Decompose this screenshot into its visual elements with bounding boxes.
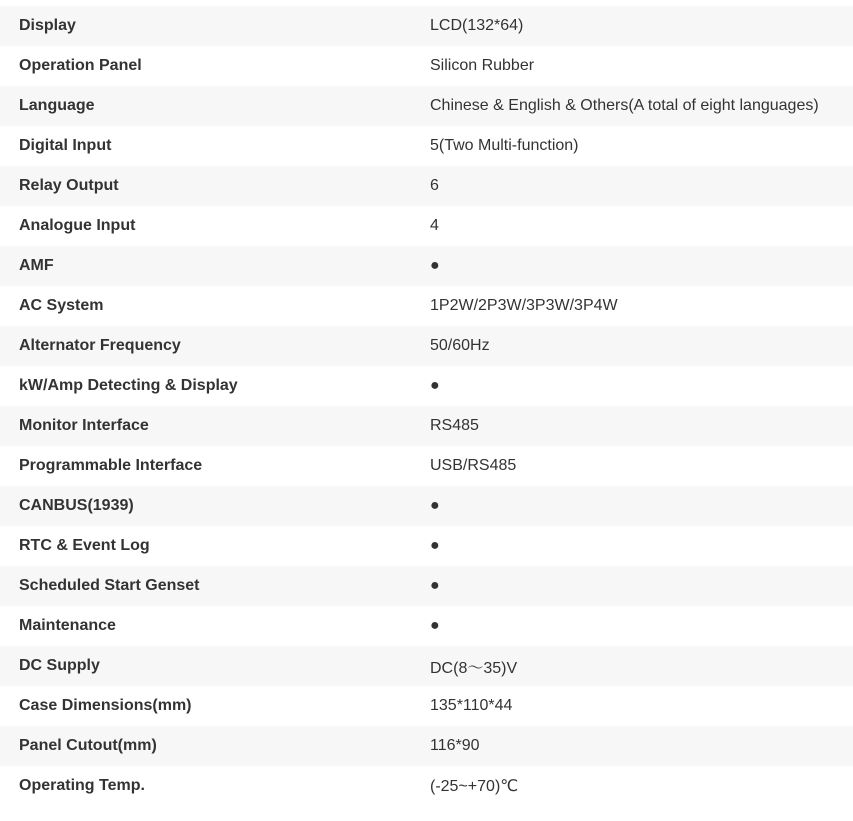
spec-row-amf <box>0 246 853 286</box>
spec-label: Relay Output <box>0 166 430 206</box>
spec-row-scheduled-start <box>0 566 853 606</box>
spec-label: Scheduled Start Genset <box>0 566 430 606</box>
spec-value: ● <box>430 366 853 406</box>
spec-label: Alternator Frequency <box>0 326 430 366</box>
spec-value: Chinese & English & Others(A total of eight languages) <box>430 86 853 126</box>
spec-label: Case Dimensions(mm) <box>0 686 430 726</box>
spec-label: AMF <box>0 246 430 286</box>
spec-label: Monitor Interface <box>0 406 430 446</box>
spec-row-canbus <box>0 486 853 526</box>
spec-value: 5(Two Multi-function) <box>430 126 853 166</box>
spec-row-operation-panel <box>0 46 853 86</box>
spec-label: RTC & Event Log <box>0 526 430 566</box>
spec-value: Silicon Rubber <box>430 46 853 86</box>
spec-row-panel-cutout <box>0 726 853 766</box>
spec-row-monitor-interface <box>0 406 853 446</box>
spec-value: 4 <box>430 206 853 246</box>
spec-label: Panel Cutout(mm) <box>0 726 430 766</box>
spec-value: RS485 <box>430 406 853 446</box>
spec-row-ac-system <box>0 286 853 326</box>
specifications-table-body <box>0 6 853 806</box>
spec-label: DC Supply <box>0 646 430 686</box>
spec-label: Analogue Input <box>0 206 430 246</box>
spec-value: 1P2W/2P3W/3P3W/3P4W <box>430 286 853 326</box>
spec-value: LCD(132*64) <box>430 6 853 46</box>
spec-row-operating-temp <box>0 766 853 806</box>
spec-row-display <box>0 6 853 46</box>
spec-row-language <box>0 86 853 126</box>
spec-row-case-dimensions <box>0 686 853 726</box>
spec-label: Operation Panel <box>0 46 430 86</box>
spec-row-digital-input <box>0 126 853 166</box>
spec-value: USB/RS485 <box>430 446 853 486</box>
spec-value: ● <box>430 246 853 286</box>
spec-row-alternator-frequency <box>0 326 853 366</box>
spec-value: 6 <box>430 166 853 206</box>
spec-label: Programmable Interface <box>0 446 430 486</box>
specifications-table <box>0 6 853 806</box>
spec-label: Display <box>0 6 430 46</box>
spec-row-rtc-event-log <box>0 526 853 566</box>
spec-row-analogue-input <box>0 206 853 246</box>
spec-label: CANBUS(1939) <box>0 486 430 526</box>
spec-value: ● <box>430 486 853 526</box>
spec-label: Language <box>0 86 430 126</box>
spec-value: (-25~+70)℃ <box>430 766 853 806</box>
spec-row-kw-amp-detecting <box>0 366 853 406</box>
spec-value: ● <box>430 606 853 646</box>
spec-label: AC System <box>0 286 430 326</box>
spec-label: kW/Amp Detecting & Display <box>0 366 430 406</box>
spec-row-dc-supply <box>0 646 853 686</box>
spec-value: ● <box>430 566 853 606</box>
spec-row-maintenance <box>0 606 853 646</box>
spec-value: DC(8～35)V <box>430 646 853 686</box>
spec-label: Maintenance <box>0 606 430 646</box>
spec-value: ● <box>430 526 853 566</box>
spec-value: 50/60Hz <box>430 326 853 366</box>
spec-label: Operating Temp. <box>0 766 430 806</box>
spec-row-programmable-interface <box>0 446 853 486</box>
spec-row-relay-output <box>0 166 853 206</box>
spec-label: Digital Input <box>0 126 430 166</box>
spec-value: 135*110*44 <box>430 686 853 726</box>
spec-value: 116*90 <box>430 726 853 766</box>
